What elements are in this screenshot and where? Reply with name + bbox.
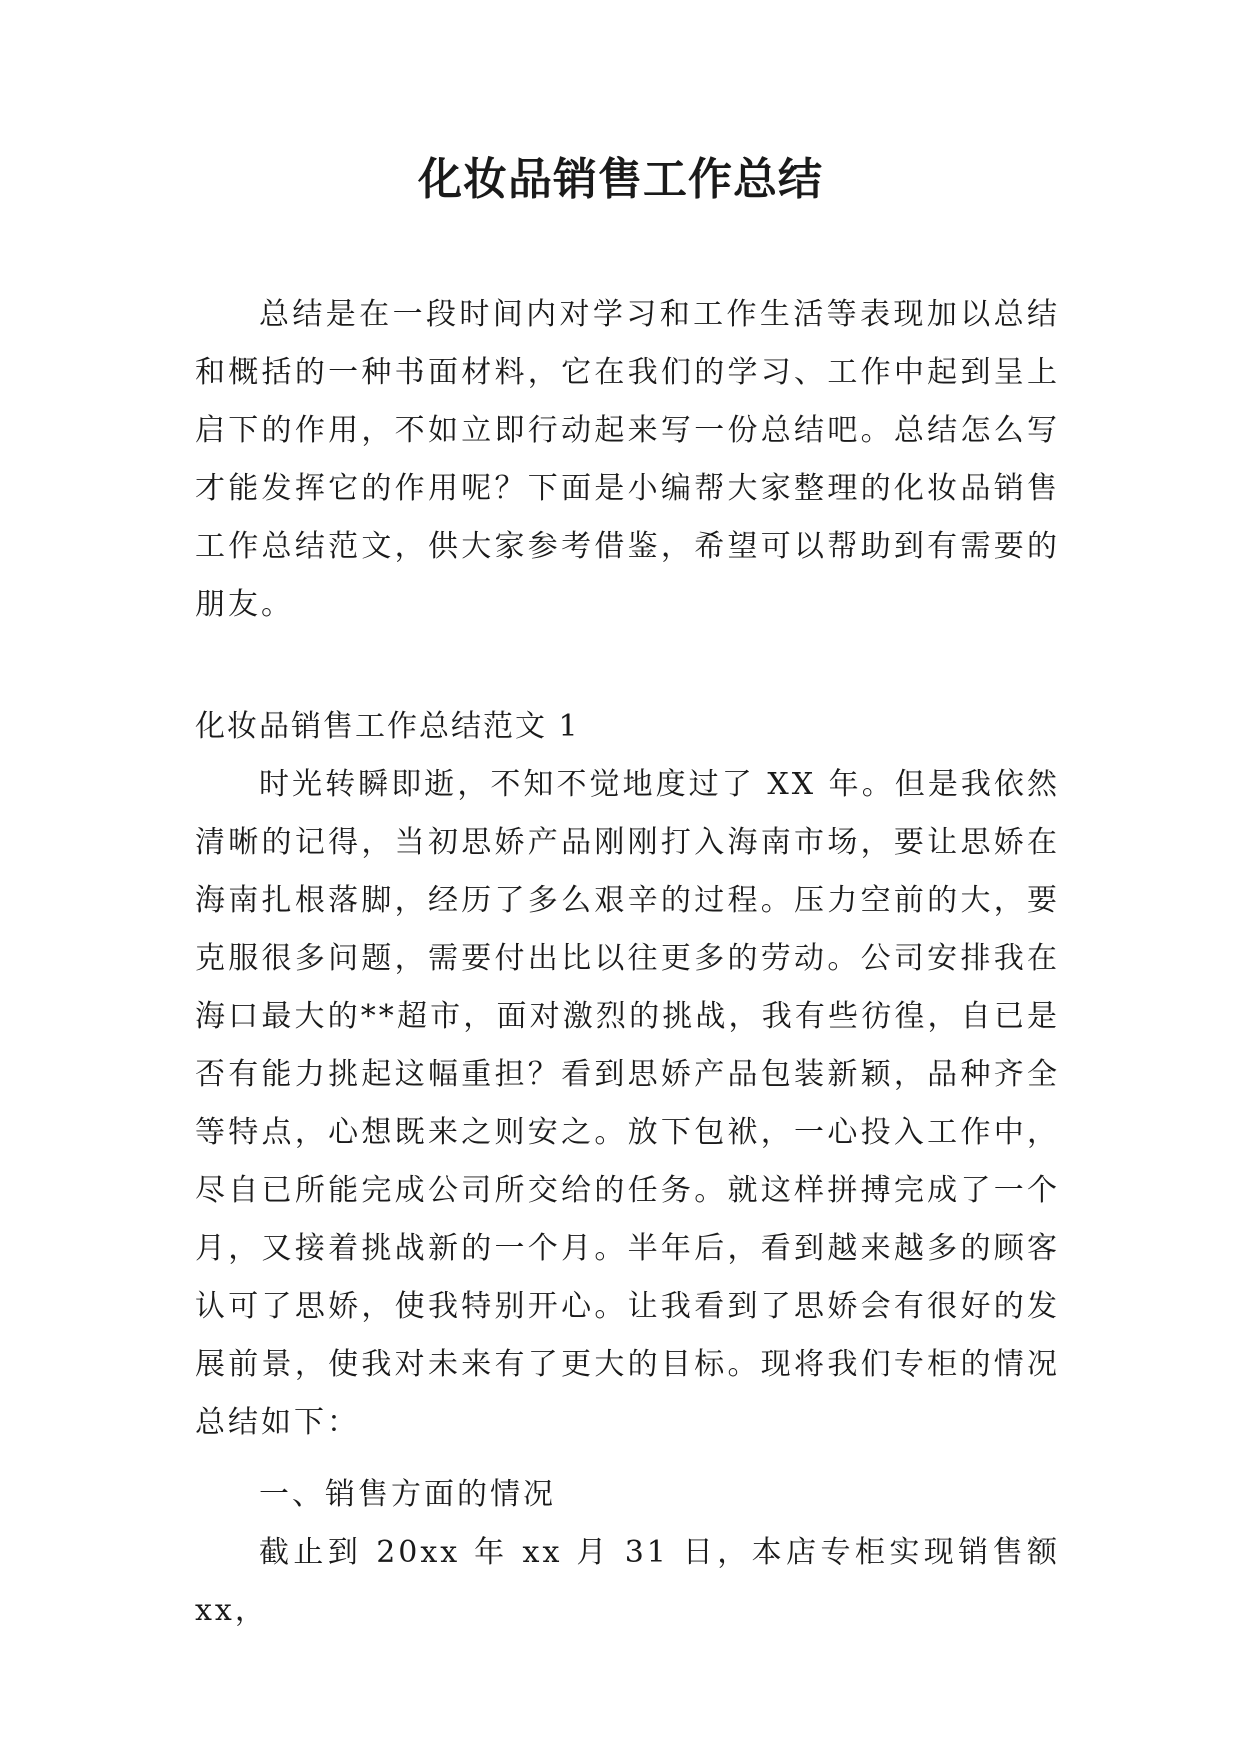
- section-heading: 化妆品销售工作总结范文 1: [195, 709, 580, 744]
- body-paragraph-2: 截止到 20xx 年 xx 月 31 日，本店专柜实现销售额 xx，: [195, 1535, 1060, 1628]
- document-title: 化妆品销售工作总结: [418, 154, 823, 205]
- intro-paragraph: 总结是在一段时间内对学习和工作生活等表现加以总结和概括的一种书面材料，它在我们的学习、工作中起到呈上启下的作用，不如立即行动起来写一份总结吧。总结怎么写才能发挥它的作用呢？下面是小编帮大家整理的化妆品销售工作总结范文，供大家参考借鉴，希望可以帮助到有需要的朋友。: [195, 297, 1060, 622]
- sub-heading-sales: 一、销售方面的情况: [259, 1477, 556, 1512]
- body-paragraph-1: 时光转瞬即逝，不知不觉地度过了 XX 年。但是我依然清晰的记得，当初思娇产品刚刚打入海南市场，要让思娇在海南扎根落脚，经历了多么艰辛的过程。压力空前的大，要克服很多问题，需要付出比以往更多的劳动。公司安排我在海口最大的**超市，面对激烈的挑战，我有些彷徨，自已是否有能力挑起这幅重担？看到思娇产品包装新颖，品种齐全等特点，心想既来之则安之。放下包袱，一心投入工作中，尽自已所能完成公司所交给的任务。就这样拼搏完成了一个月，又接着挑战新的一个月。半年后，看到越来越多的顾客认可了思娇，使我特别开心。让我看到了思娇会有很好的发展前景，使我对未来有了更大的目标。现将我们专柜的情况总结如下：: [195, 767, 1060, 1440]
